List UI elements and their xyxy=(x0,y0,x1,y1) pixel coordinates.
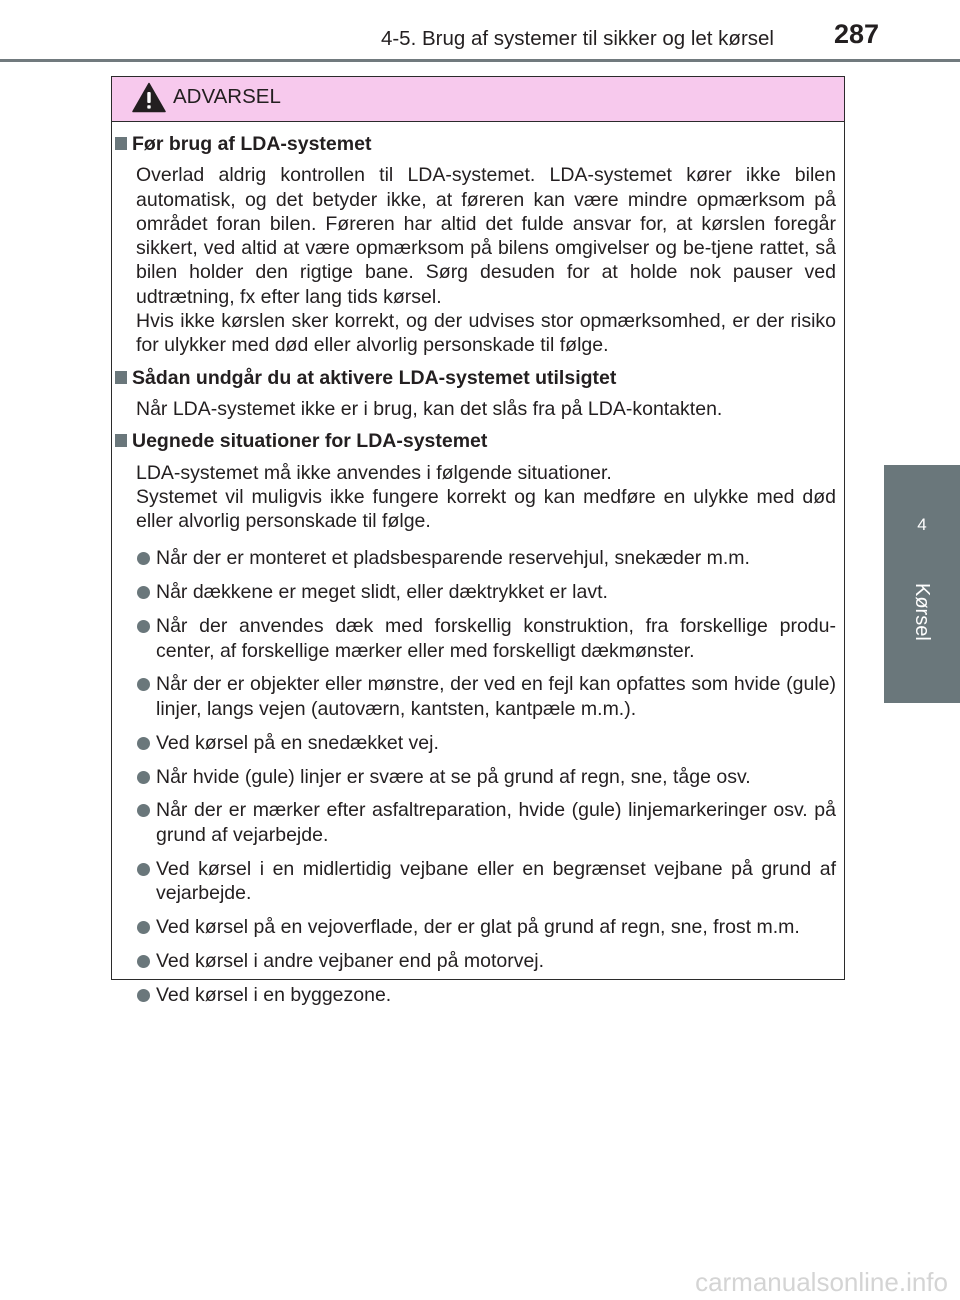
list-item xyxy=(112,731,836,755)
warning-label: ADVARSEL xyxy=(173,85,281,108)
round-bullet-icon xyxy=(137,737,150,750)
section-heading xyxy=(112,132,836,156)
round-bullet-icon xyxy=(137,678,150,691)
section-title: 4-5. Brug af systemer til sikker og let kørsel xyxy=(380,27,774,50)
list-item-text: Ved kørsel i andre vejbaner end på motorvej. xyxy=(156,949,545,972)
list-item xyxy=(112,857,836,906)
list-item xyxy=(112,798,836,847)
round-bullet-icon xyxy=(137,921,150,934)
chapter-label: Kørsel xyxy=(911,583,933,641)
list-item xyxy=(112,949,836,973)
list-item-text: Når der er monteret et pladsbesparende reservehjul, snekæder m.m. xyxy=(156,547,750,570)
section-heading-text: Sådan undgår du at aktivere LDA-systemet utilsigtet xyxy=(132,366,617,389)
paragraph: Når LDA-systemet ikke er i brug, kan det slås fra på LDA-kontakten. xyxy=(136,397,723,420)
warning-header xyxy=(112,77,844,122)
round-bullet-icon xyxy=(137,863,150,876)
round-bullet-icon xyxy=(137,552,150,565)
section-heading xyxy=(112,429,836,453)
list-item xyxy=(112,983,836,1007)
round-bullet-icon xyxy=(137,620,150,633)
warning-body xyxy=(112,122,844,1007)
list-item-text: Når der er objekter eller mønstre, der ved en fejl kan opfattes som hvide (gule) linjer, langs vejen (autoværn, kantsten, kantpæle m.m.). xyxy=(156,673,836,720)
list-item-text: Når dækkene er meget slidt, eller dæktrykket er lavt. xyxy=(156,581,608,604)
paragraph: Systemet vil muligvis ikke fungere korrekt og kan medføre en ulykke med død eller alvorlig personskade til følge. xyxy=(136,485,836,533)
warning-triangle-icon xyxy=(132,82,166,113)
paragraph: Overlad aldrig kontrollen til LDA-systemet. LDA-systemet kører ikke bilen automatisk, og det betyder ikke, at føreren kan være mindre opmærksom på området foran bilen. Føreren har altid det fulde ansvar for, at kørslen foregår sikkert, ved altid at være opmærksom på bilens omgivelser og be-tjene rattet, så bilen holder den rigtige bane. Sørg desuden for at holde nok pauser ved udtrætning, fx efter lang tids kørsel. xyxy=(136,164,836,308)
list-item xyxy=(112,765,836,789)
section-heading xyxy=(112,366,836,390)
list-item-text: Når der anvendes dæk med forskellig konstruktion, fra forskellige produ-center, af forskellige mærker eller med forskelligt dækmønster. xyxy=(156,615,836,662)
round-bullet-icon xyxy=(137,804,150,817)
watermark: carmanualsonline.info xyxy=(695,1267,948,1297)
header-rule xyxy=(0,59,960,62)
paragraph: LDA-systemet må ikke anvendes i følgende situationer. xyxy=(136,461,612,484)
list-item xyxy=(112,580,836,604)
section-text xyxy=(112,461,836,534)
chapter-number: 4 xyxy=(917,515,927,534)
warning-box xyxy=(111,76,845,1006)
square-bullet-icon xyxy=(115,371,127,384)
square-bullet-icon xyxy=(115,434,127,447)
list-item xyxy=(112,672,836,721)
situation-list xyxy=(112,546,836,1006)
round-bullet-icon xyxy=(137,955,150,968)
section-text xyxy=(112,397,836,421)
list-item xyxy=(112,614,836,663)
page-header xyxy=(0,0,960,70)
square-bullet-icon xyxy=(115,137,127,150)
section-unsuitable-situations xyxy=(112,429,836,1007)
list-item-text: Ved kørsel på en snedækket vej. xyxy=(156,731,439,754)
round-bullet-icon xyxy=(137,989,150,1002)
list-item-text: Når der er mærker efter asfaltreparation, hvide (gule) linjemarkeringer osv. på grund af vejarbejde. xyxy=(156,799,836,846)
list-item xyxy=(112,915,836,939)
paragraph: Hvis ikke kørslen sker korrekt, og der udvises stor opmærksomhed, er der risiko for ulykker med død eller alvorlig personskade til følge. xyxy=(136,310,836,357)
section-heading-text: Før brug af LDA-systemet xyxy=(132,133,372,155)
page-number: 287 xyxy=(833,19,879,49)
list-item-text: Når hvide (gule) linjer er svære at se på grund af regn, sne, tåge osv. xyxy=(156,765,751,788)
list-item-text: Ved kørsel på en vejoverflade, der er glat på grund af regn, sne, frost m.m. xyxy=(156,915,800,938)
section-heading-text: Uegnede situationer for LDA-systemet xyxy=(132,430,488,453)
section-text xyxy=(112,163,836,357)
list-item-text: Ved kørsel i en midlertidig vejbane eller en begrænset vejbane på grund af vejarbejde. xyxy=(156,857,836,904)
list-item xyxy=(112,546,836,570)
round-bullet-icon xyxy=(137,586,150,599)
chapter-side-tab xyxy=(884,465,960,703)
list-item-text: Ved kørsel i en byggezone. xyxy=(156,983,392,1006)
section-before-use xyxy=(112,132,836,358)
section-avoid-activation xyxy=(112,366,836,422)
round-bullet-icon xyxy=(137,771,150,784)
